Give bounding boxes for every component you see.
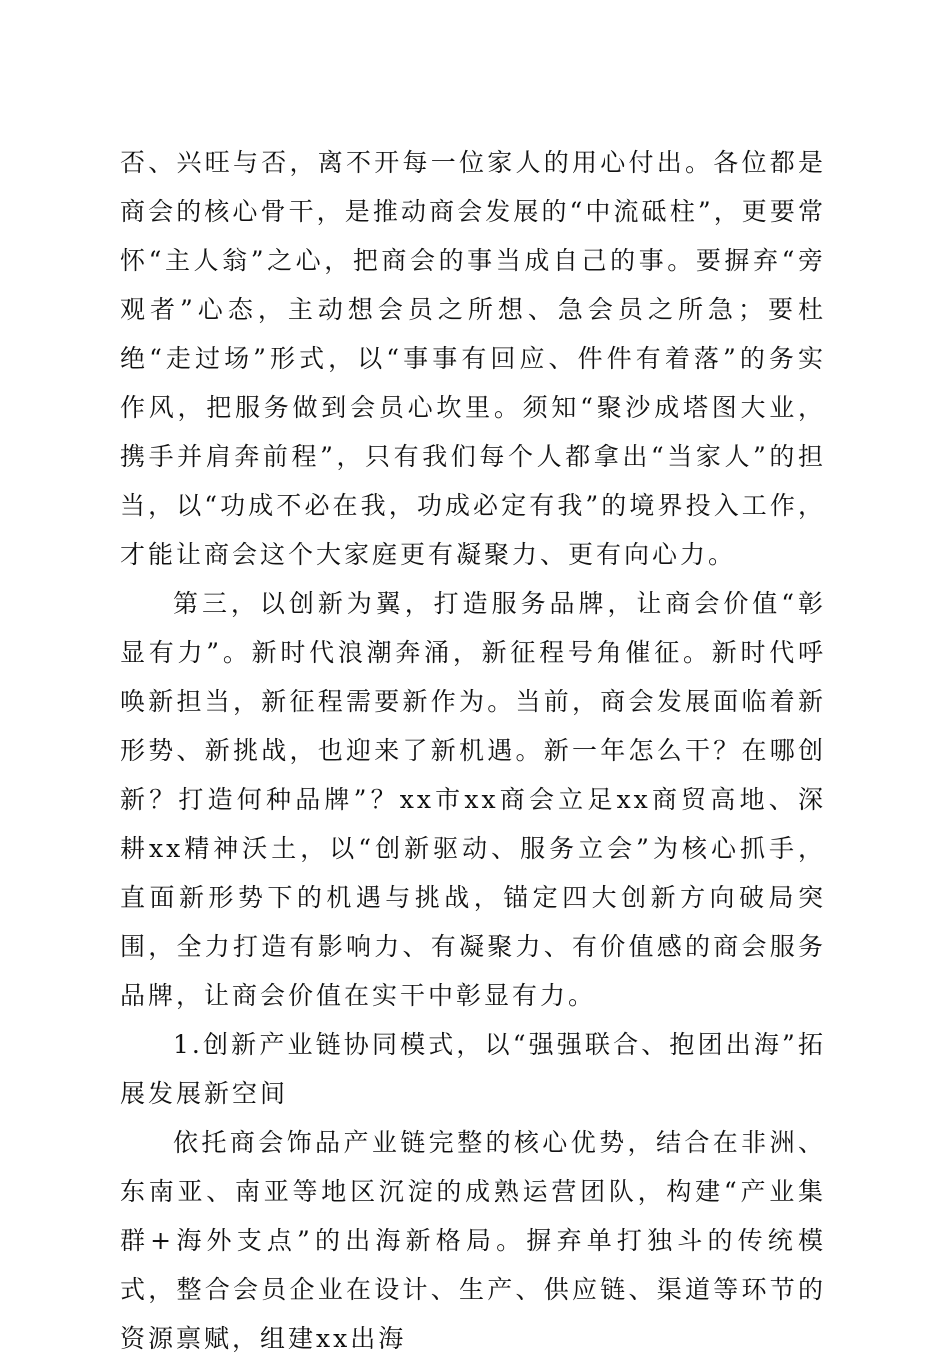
paragraph-industry-chain: 依托商会饰品产业链完整的核心优势，结合在非洲、东南亚、南亚等地区沉淀的成熟运营团队，构建“产业集群+海外支点”的出海新格局。摒弃单打独斗的传统模式，整合会员企业在设计、生产、供应链、渠道等环节的资源禀赋，组建xx出海	[120, 1128, 826, 1353]
subheading-industry-chain: 1.创新产业链协同模式，以“强强联合、抱团出海”拓展发展新空间	[120, 1030, 826, 1108]
paragraph-third-point: 第三，以创新为翼，打造服务品牌，让商会价值“彰显有力”。新时代浪潮奔涌，新征程号角催征。新时代呼唤新担当，新征程需要新作为。当前，商会发展面临着新形势、新挑战，也迎来了新机遇。新一年怎么干？在哪创新？打造何种品牌”？xx市xx商会立足xx商贸高地、深耕xx精神沃土，以“创新驱动、服务立会”为核心抓手，直面新形势下的机遇与挑战，锚定四大创新方向破局突围，全力打造有影响力、有凝聚力、有价值感的商会服务品牌，让商会价值在实干中彰显有力。	[120, 589, 826, 1010]
document-body	[120, 138, 826, 1363]
paragraph-opening: 否、兴旺与否，离不开每一位家人的用心付出。各位都是商会的核心骨干，是推动商会发展的“中流砥柱”，更要常怀“主人翁”之心，把商会的事当成自己的事。要摒弃“旁观者”心态，主动想会员之所想、急会员之所急；要杜绝“走过场”形式，以“事事有回应、件件有着落”的务实作风，把服务做到会员心坎里。须知“聚沙成塔图大业，携手并肩奔前程”，只有我们每个人都拿出“当家人”的担当，以“功成不必在我，功成必定有我”的境界投入工作，才能让商会这个大家庭更有凝聚力、更有向心力。	[120, 148, 827, 569]
